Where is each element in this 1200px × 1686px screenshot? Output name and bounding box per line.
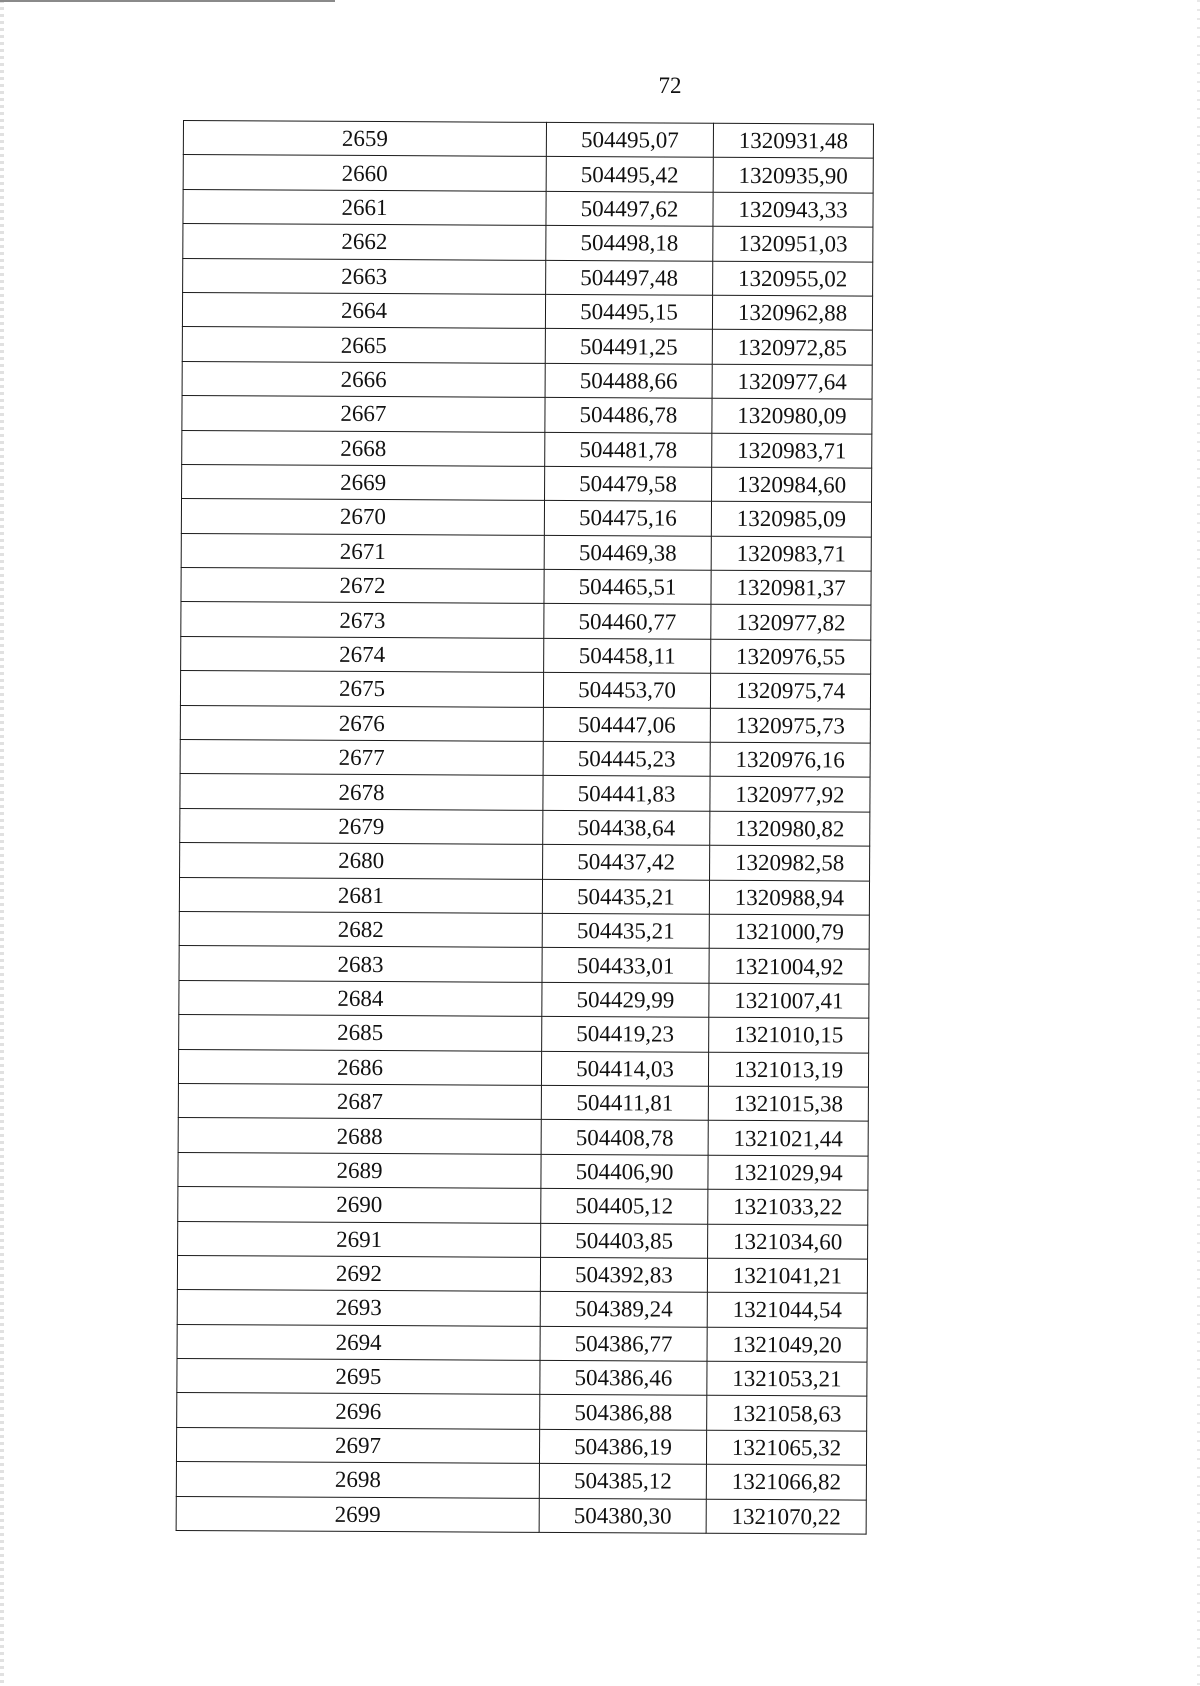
point-number-cell: 2668 [182,430,545,466]
x-coordinate-cell: 504386,46 [540,1360,707,1395]
point-number-cell: 2680 [180,843,543,879]
x-coordinate-cell: 504386,19 [539,1429,706,1464]
table-row [179,877,869,915]
table-row [181,602,871,640]
y-coordinate-cell: 1321007,41 [709,983,869,1018]
table-row [177,1359,867,1397]
y-coordinate-cell: 1321065,32 [706,1430,866,1465]
x-coordinate-cell: 504491,25 [545,329,712,364]
point-number-cell: 2677 [180,740,543,776]
table-row [183,258,873,296]
x-coordinate-cell: 504475,16 [544,501,711,536]
page-number: 72 [658,73,682,98]
point-number-cell: 2697 [176,1427,539,1463]
x-coordinate-cell: 504469,38 [544,535,711,570]
table-row [182,464,872,502]
x-coordinate-cell: 504495,42 [546,157,713,192]
y-coordinate-cell: 1321041,21 [707,1258,867,1293]
x-coordinate-cell: 504447,06 [543,707,710,742]
table-row [179,980,869,1018]
table-row [177,1324,867,1362]
table-row [182,327,872,365]
table-row [181,499,871,537]
x-coordinate-cell: 504389,24 [540,1292,707,1327]
table-row [180,671,870,709]
y-coordinate-cell: 1321015,38 [708,1086,868,1121]
x-coordinate-cell: 504441,83 [543,776,710,811]
y-coordinate-cell: 1320977,64 [712,364,872,399]
x-coordinate-cell: 504445,23 [543,741,710,776]
x-coordinate-cell: 504495,15 [545,294,712,329]
table-row [178,1221,868,1259]
point-number-cell: 2666 [182,361,545,397]
x-coordinate-cell: 504405,12 [541,1188,708,1223]
y-coordinate-cell: 1320981,37 [711,570,871,605]
table-row [182,396,872,434]
table-row [180,740,870,778]
point-number-cell: 2675 [180,671,543,707]
point-number-cell: 2659 [183,121,546,157]
point-number-cell: 2690 [178,1187,541,1223]
point-number-cell: 2682 [179,911,542,947]
y-coordinate-cell: 1321000,79 [709,914,869,949]
point-number-cell: 2674 [181,636,544,672]
point-number-cell: 2664 [182,292,545,328]
point-number-cell: 2695 [177,1359,540,1395]
table-row [180,774,870,812]
y-coordinate-cell: 1320975,73 [710,708,870,743]
y-coordinate-cell: 1320951,03 [713,226,873,261]
table-row [179,946,869,984]
point-number-cell: 2681 [179,877,542,913]
point-number-cell: 2694 [177,1324,540,1360]
x-coordinate-cell: 504488,66 [545,363,712,398]
x-coordinate-cell: 504497,48 [546,260,713,295]
point-number-cell: 2671 [181,533,544,569]
point-number-cell: 2676 [180,705,543,741]
scan-edge-left [0,0,4,1686]
y-coordinate-cell: 1321013,19 [708,1052,868,1087]
table-row [181,533,871,571]
point-number-cell: 2672 [181,568,544,604]
table-row [182,361,872,399]
y-coordinate-cell: 1320955,02 [713,261,873,296]
table-row [178,1187,868,1225]
table-row [183,121,873,159]
y-coordinate-cell: 1321070,22 [706,1499,866,1534]
y-coordinate-cell: 1320943,33 [713,192,873,227]
y-coordinate-cell: 1321029,94 [708,1155,868,1190]
point-number-cell: 2684 [179,980,542,1016]
point-number-cell: 2669 [182,464,545,500]
x-coordinate-cell: 504497,62 [546,191,713,226]
table-row [183,189,873,227]
table-row [181,568,871,606]
y-coordinate-cell: 1320982,58 [710,845,870,880]
y-coordinate-cell: 1320977,92 [710,777,870,812]
x-coordinate-cell: 504481,78 [545,432,712,467]
coordinates-table-body [176,121,873,1535]
table-row [179,1015,869,1053]
table-row [176,1462,866,1500]
x-coordinate-cell: 504453,70 [543,673,710,708]
y-coordinate-cell: 1320983,71 [711,536,871,571]
y-coordinate-cell: 1320976,55 [711,639,871,674]
point-number-cell: 2685 [179,1015,542,1051]
y-coordinate-cell: 1320984,60 [712,467,872,502]
point-number-cell: 2678 [180,774,543,810]
x-coordinate-cell: 504435,21 [542,913,709,948]
y-coordinate-cell: 1321021,44 [708,1121,868,1156]
point-number-cell: 2665 [182,327,545,363]
y-coordinate-cell: 1321010,15 [709,1017,869,1052]
point-number-cell: 2667 [182,396,545,432]
point-number-cell: 2660 [183,155,546,191]
x-coordinate-cell: 504419,23 [542,1017,709,1052]
y-coordinate-cell: 1320931,48 [713,123,873,158]
y-coordinate-cell: 1321004,92 [709,949,869,984]
point-number-cell: 2661 [183,189,546,225]
x-coordinate-cell: 504486,78 [545,398,712,433]
y-coordinate-cell: 1320976,16 [710,742,870,777]
point-number-cell: 2683 [179,946,542,982]
table-row [176,1427,866,1465]
x-coordinate-cell: 504385,12 [539,1464,706,1499]
point-number-cell: 2687 [178,1083,541,1119]
table-row [182,292,872,330]
x-coordinate-cell: 504411,81 [541,1085,708,1120]
y-coordinate-cell: 1320972,85 [712,330,872,365]
y-coordinate-cell: 1321044,54 [707,1293,867,1328]
table-row [178,1118,868,1156]
x-coordinate-cell: 504479,58 [545,466,712,501]
table-row [178,1152,868,1190]
y-coordinate-cell: 1320977,82 [711,605,871,640]
y-coordinate-cell: 1320985,09 [711,502,871,537]
table-row [182,430,872,468]
x-coordinate-cell: 504429,99 [542,982,709,1017]
x-coordinate-cell: 504386,88 [540,1395,707,1430]
table-row [179,911,869,949]
x-coordinate-cell: 504438,64 [543,810,710,845]
x-coordinate-cell: 504465,51 [544,569,711,604]
x-coordinate-cell: 504433,01 [542,948,709,983]
point-number-cell: 2673 [181,602,544,638]
x-coordinate-cell: 504406,90 [541,1154,708,1189]
point-number-cell: 2693 [177,1290,540,1326]
x-coordinate-cell: 504435,21 [542,879,709,914]
table-row [183,224,873,262]
x-coordinate-cell: 504458,11 [544,638,711,673]
point-number-cell: 2679 [180,808,543,844]
x-coordinate-cell: 504498,18 [546,226,713,261]
y-coordinate-cell: 1321034,60 [708,1224,868,1259]
x-coordinate-cell: 504380,30 [539,1498,706,1533]
point-number-cell: 2692 [177,1255,540,1291]
point-number-cell: 2691 [178,1221,541,1257]
y-coordinate-cell: 1320975,74 [710,674,870,709]
point-number-cell: 2689 [178,1152,541,1188]
x-coordinate-cell: 504386,77 [540,1326,707,1361]
y-coordinate-cell: 1320980,82 [710,811,870,846]
point-number-cell: 2696 [177,1393,540,1429]
y-coordinate-cell: 1321066,82 [706,1464,866,1499]
y-coordinate-cell: 1320983,71 [712,433,872,468]
table-row [176,1496,866,1534]
x-coordinate-cell: 504495,07 [546,122,713,157]
table-row [180,705,870,743]
x-coordinate-cell: 504414,03 [541,1051,708,1086]
x-coordinate-cell: 504460,77 [544,604,711,639]
point-number-cell: 2698 [176,1462,539,1498]
y-coordinate-cell: 1320962,88 [712,295,872,330]
y-coordinate-cell: 1321033,22 [708,1189,868,1224]
x-coordinate-cell: 504408,78 [541,1120,708,1155]
point-number-cell: 2670 [181,499,544,535]
table-row [177,1290,867,1328]
y-coordinate-cell: 1320988,94 [709,880,869,915]
y-coordinate-cell: 1320980,09 [712,398,872,433]
y-coordinate-cell: 1321049,20 [707,1327,867,1362]
table-row [177,1393,867,1431]
table-row [181,636,871,674]
point-number-cell: 2699 [176,1496,539,1532]
table-row [180,808,870,846]
table-row [183,155,873,193]
table-row [180,843,870,881]
table-row [178,1049,868,1087]
x-coordinate-cell: 504403,85 [541,1223,708,1258]
table-row [178,1083,868,1121]
point-number-cell: 2688 [178,1118,541,1154]
y-coordinate-cell: 1321053,21 [707,1361,867,1396]
x-coordinate-cell: 504437,42 [543,845,710,880]
table-row [177,1255,867,1293]
y-coordinate-cell: 1320935,90 [713,158,873,193]
scan-edge-top [0,0,335,2]
point-number-cell: 2686 [178,1049,541,1085]
y-coordinate-cell: 1321058,63 [707,1396,867,1431]
coordinates-table [176,120,874,1535]
point-number-cell: 2663 [183,258,546,294]
x-coordinate-cell: 504392,83 [540,1257,707,1292]
point-number-cell: 2662 [183,224,546,260]
